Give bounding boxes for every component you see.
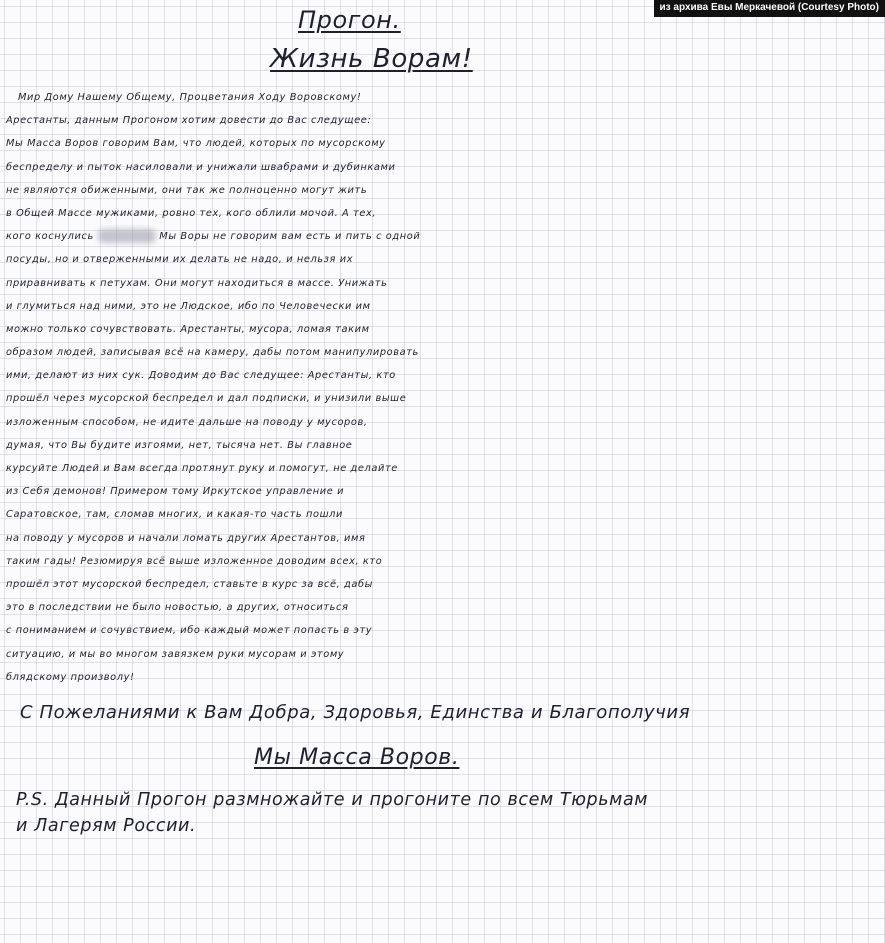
body-line: прошёл через мусорской беспредел и дал подписки, и унизили выше [6,393,407,405]
body-line: ими, делают из них сук. Доводим до Вас следущее: Арестанты, кто [6,370,396,382]
body-line: изложенным способом, не идите дальше на поводу у мусоров, [6,416,368,428]
body-line-end: Мы Воры не говорим вам есть и пить с одной [159,231,421,243]
body-line: беспределу и пыток насиловали и унижали швабрами и дубинками [6,161,396,173]
body-line-redacted [6,225,885,248]
postscript-line-2: и Лагерям России. [16,816,197,836]
body-line: из Себя демонов! Примером тому Иркутское управление и [6,486,345,498]
body-line: можно только сочувствовать. Арестанты, мусора, ломая таким [6,323,370,335]
body-line-start: кого коснулись [6,231,94,243]
body-line: ситуацию, и мы во многом завязкем руки мусорам и этому [6,648,345,660]
body-line: и глумиться над ними, это не Людское, ибо по Человечески им [6,300,371,312]
body-line: Мир Дому Нашему Общему, Процветания Ходу Воровскому! [18,92,362,103]
body-line: в Общей Массе мужиками, ровно тех, кого облили мочой. А тех, [6,207,377,219]
body-line: это в последствии не было новостью, а других, относиться [6,602,349,614]
photo-credit: из архива Евы Меркачевой (Courtesy Photo) [654,0,885,17]
closing-wishes: С Пожеланиями к Вам Добра, Здоровья, Единства и Благополучия [20,702,691,723]
body-line: блядскому произволу! [6,671,135,683]
body-line: прошёл этот мусорской беспредел, ставьте в курс за всё, дабы [6,578,373,590]
body-line: Саратовское, там, сломав многих, и какая-то часть пошли [6,509,344,521]
signature: Мы Масса Воров. [254,745,460,770]
body-line: с пониманием и сочувствием, ибо каждый может попасть в эту [6,625,373,637]
body-line: Арестанты, данным Прогоном хотим довести до Вас следущее: [6,115,372,127]
redacted-word [98,229,156,243]
body-line: думая, что Вы будите изгоями, нет, тысяча нет. Вы главное [6,439,353,451]
body-line: посуды, но и отверженными их делать не надо, и нельзя их [6,254,354,266]
letter-body [6,86,885,689]
body-line: приравнивать к петухам. Они могут находиться в массе. Унижать [6,277,388,289]
body-line: курсуйте Людей и Вам всегда протянут руку и помогут, не делайте [6,463,398,474]
body-line: не являются обиженными, они так же полноценно могут жить [6,184,368,196]
body-line: на поводу у мусоров и начали ломать других Арестантов, имя [6,532,366,544]
body-line: Мы Масса Воров говорим Вам, что людей, которых по мусорскому [6,138,386,150]
postscript-line-1: P.S. Данный Прогон размножайте и прогоните по всем Тюрьмам [16,790,649,810]
letter-subtitle: Жизнь Ворам! [270,44,473,74]
body-line: таким гады! Резюмируя всё выше изложенное доводим всех, кто [6,555,383,567]
letter-title: Прогон. [298,6,401,34]
body-line: образом людей, записывая всё на камеру, дабы потом манипулировать [6,347,419,359]
